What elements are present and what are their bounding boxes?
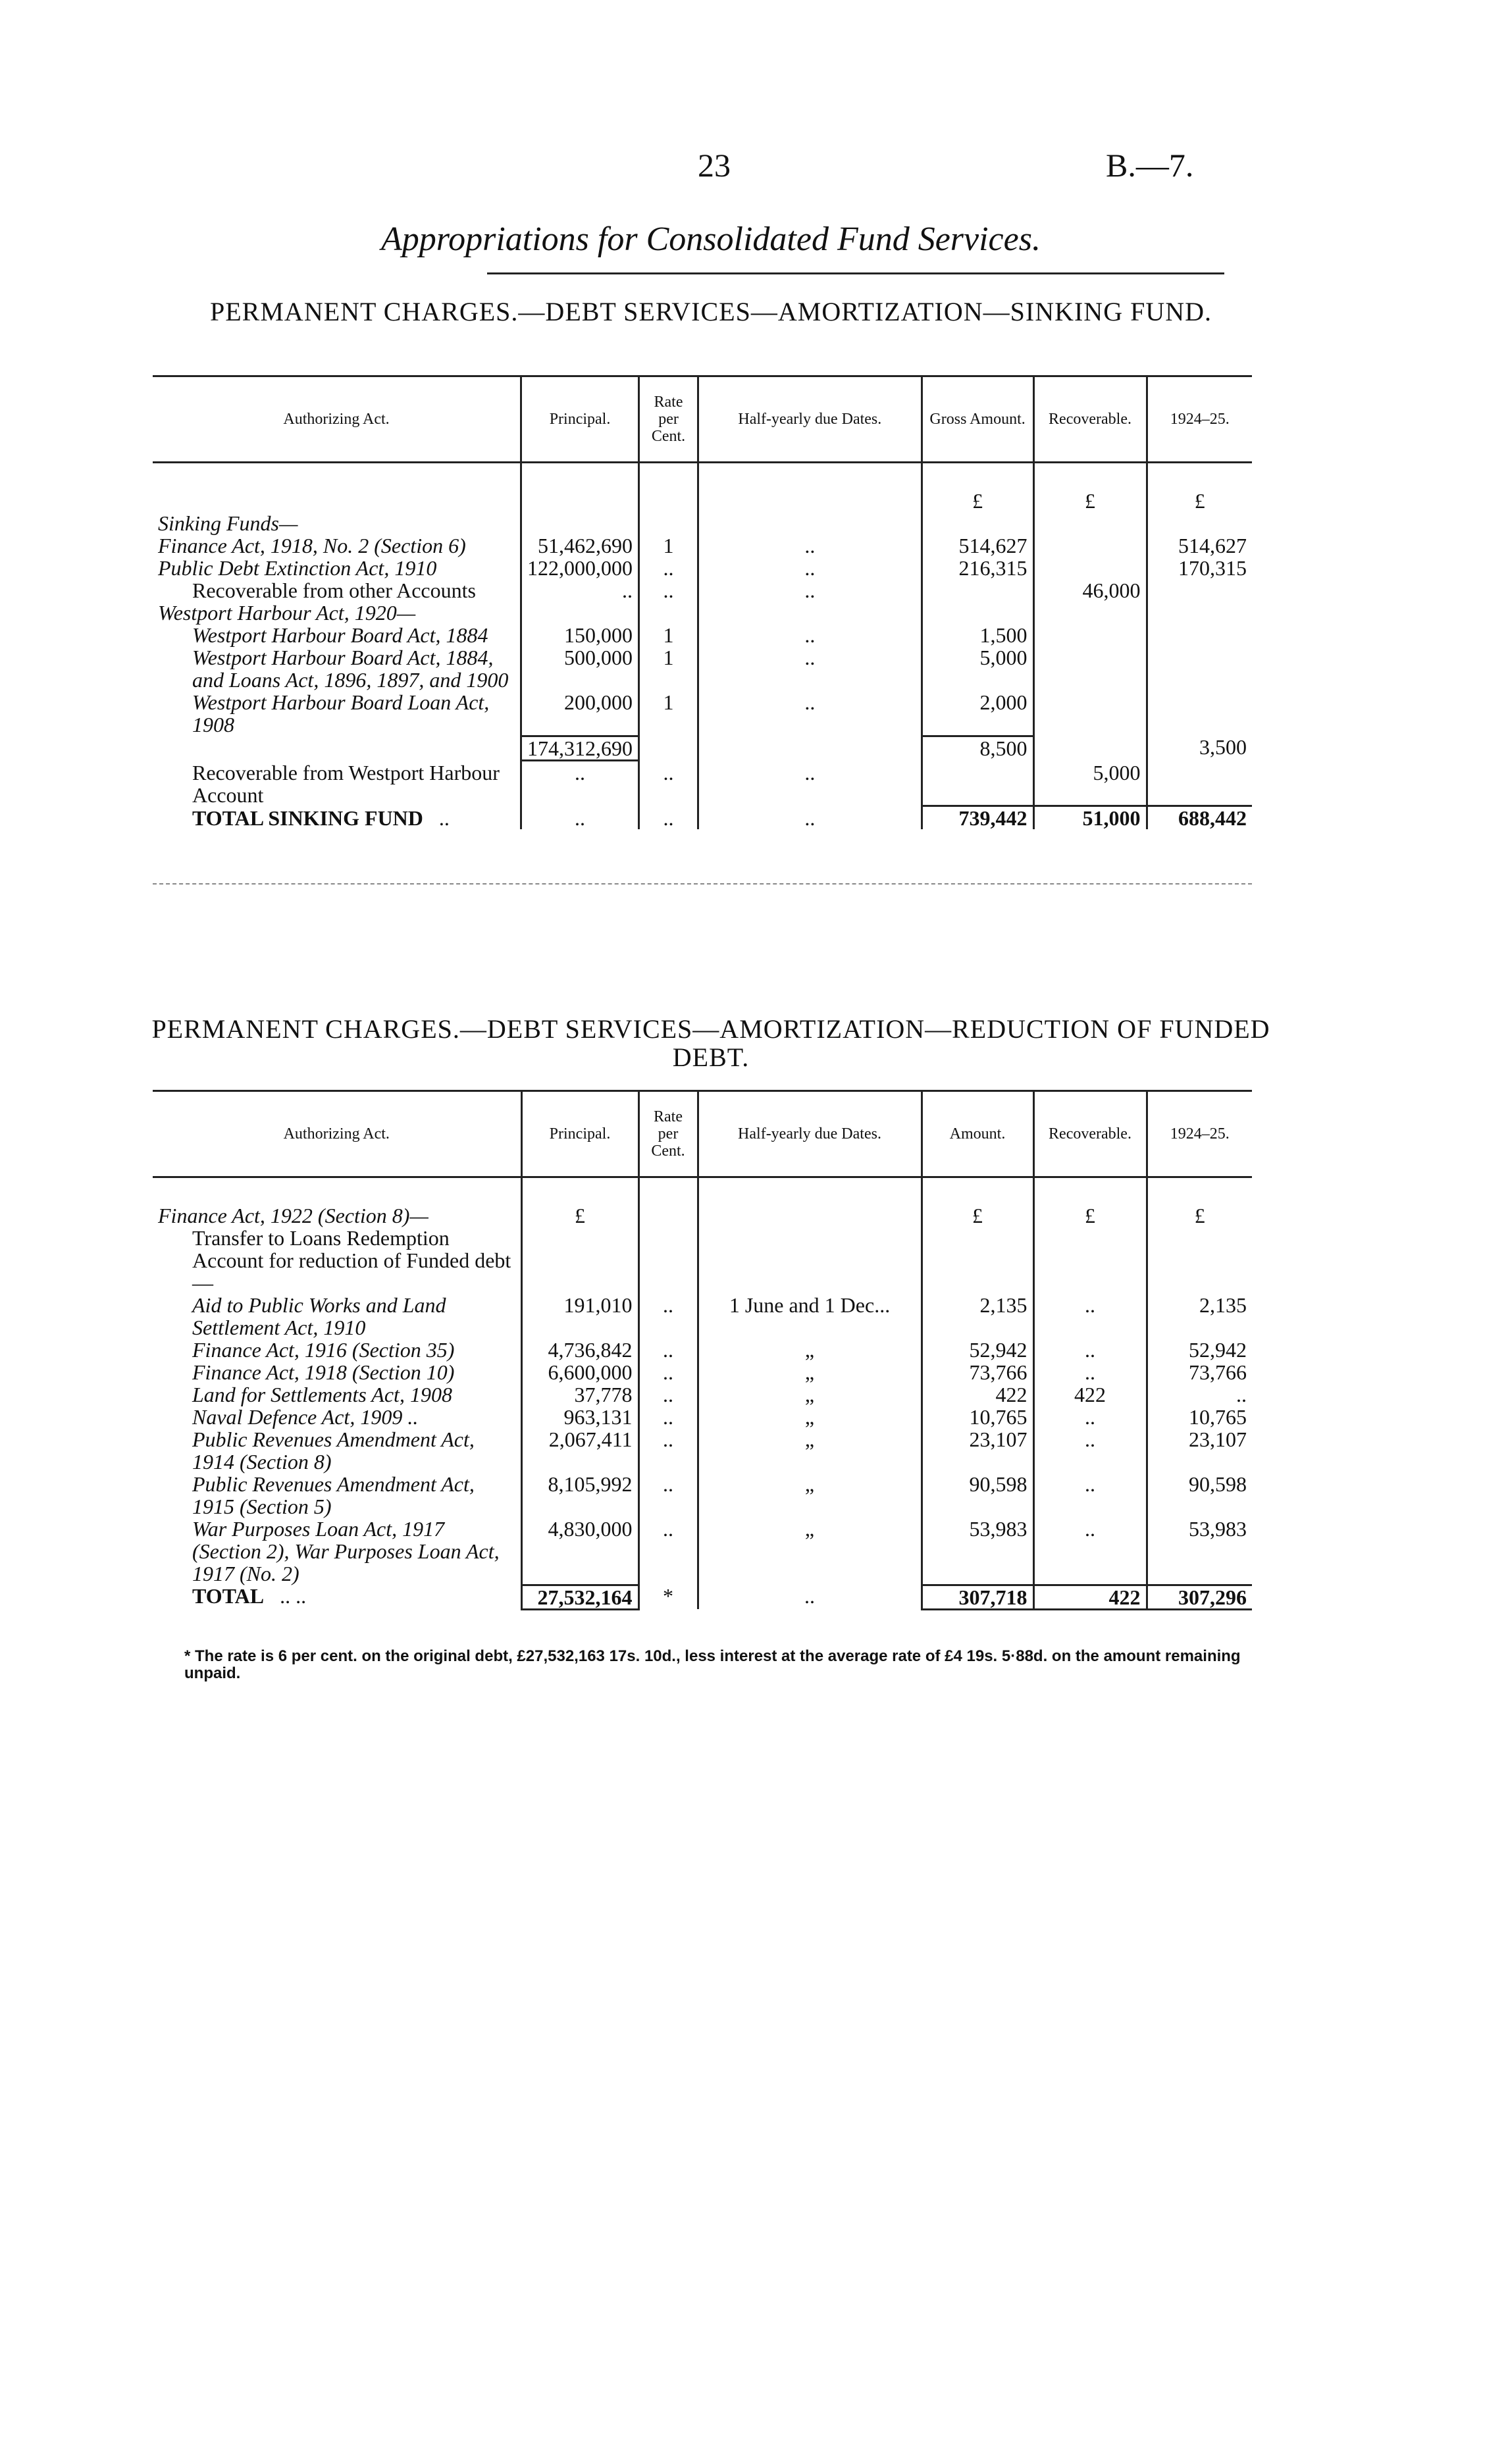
recoverable: 422 <box>1033 1383 1147 1406</box>
table-row <box>153 1204 1252 1227</box>
recoverable: .. <box>1033 1361 1147 1383</box>
table-row <box>153 624 1252 646</box>
rate: .. <box>639 557 698 579</box>
principal: .. <box>521 579 639 602</box>
total-label <box>153 1585 521 1609</box>
due-dates: .. <box>698 691 922 736</box>
currency-symbol: £ <box>1147 1204 1252 1227</box>
year-amount: 52,942 <box>1147 1339 1252 1361</box>
act-name: Sinking Funds— <box>158 511 298 535</box>
year-amount <box>1147 624 1252 646</box>
table-row <box>153 691 1252 736</box>
act-name: Naval Defence Act, 1909 .. <box>192 1405 419 1429</box>
year-amount: 53,983 <box>1147 1518 1252 1585</box>
act-name: Public Debt Extinction Act, 1910 <box>158 556 437 580</box>
due-dates: „ <box>698 1473 922 1518</box>
total-row <box>153 807 1252 829</box>
due-dates: „ <box>698 1361 922 1383</box>
subtotal-dates <box>698 736 922 760</box>
due-dates <box>698 512 922 534</box>
recoverable: .. <box>1033 1339 1147 1361</box>
gross-amount <box>922 761 1033 806</box>
recoverable: .. <box>1033 1518 1147 1585</box>
act-name: Public Revenues Amendment Act, 1914 (Section 8) <box>192 1427 475 1474</box>
recoverable: .. <box>1033 1428 1147 1473</box>
rate: 1 <box>639 691 698 736</box>
total-dates: .. <box>698 1585 922 1609</box>
recoverable <box>1033 646 1147 691</box>
table-row <box>153 602 1252 624</box>
year-amount: 73,766 <box>1147 1361 1252 1383</box>
page-title: Appropriations for Consolidated Fund Services. <box>381 220 1041 258</box>
total-rate: .. <box>639 807 698 829</box>
recoverable <box>1033 624 1147 646</box>
table-row <box>153 512 1252 534</box>
title-rule <box>487 272 1224 274</box>
subtotal-rate <box>639 736 698 760</box>
year-amount: 10,765 <box>1147 1406 1252 1428</box>
gross-amount <box>922 512 1033 534</box>
total-dots: .. <box>438 806 450 830</box>
year-amount: .. <box>1147 1383 1252 1406</box>
table-row <box>153 557 1252 579</box>
currency-symbol: £ <box>1147 490 1252 512</box>
col-gross-amount: Gross Amount. <box>922 376 1033 463</box>
total-principal: 27,532,164 <box>521 1585 638 1609</box>
act-name: Finance Act, 1922 (Section 8)— <box>158 1204 429 1227</box>
table-row <box>153 1518 1252 1585</box>
currency-symbol: £ <box>922 490 1033 512</box>
amount: 10,765 <box>922 1406 1033 1428</box>
due-dates <box>698 1227 922 1294</box>
section-divider <box>153 883 1252 885</box>
table-row <box>153 1339 1252 1361</box>
sinking-fund-body <box>153 490 1252 829</box>
rate: 1 <box>639 534 698 557</box>
act-name: Finance Act, 1918 (Section 10) <box>192 1360 455 1384</box>
gross-amount <box>922 579 1033 602</box>
act-name: Westport Harbour Act, 1920— <box>158 601 416 625</box>
total-recov: 51,000 <box>1033 807 1147 829</box>
due-dates: 1 June and 1 Dec... <box>698 1294 922 1339</box>
rate: .. <box>638 1406 698 1428</box>
gross-amount <box>922 602 1033 624</box>
table-row <box>153 1227 1252 1294</box>
amount: 90,598 <box>922 1473 1033 1518</box>
currency-row <box>153 490 1252 512</box>
due-dates: „ <box>698 1518 922 1585</box>
year-amount <box>1147 691 1252 736</box>
act-name: Westport Harbour Board Act, 1884 <box>192 623 488 647</box>
total-dots: .. .. <box>280 1584 307 1608</box>
rate <box>639 602 698 624</box>
currency-symbol: £ <box>1033 1204 1147 1227</box>
act-name: Finance Act, 1916 (Section 35) <box>192 1338 455 1362</box>
currency-spacer <box>639 490 698 512</box>
col-year: 1924–25. <box>1147 1091 1252 1177</box>
principal: 191,010 <box>521 1294 638 1339</box>
recoverable: 46,000 <box>1033 579 1147 602</box>
principal: 2,067,411 <box>521 1428 638 1473</box>
rate: 1 <box>639 624 698 646</box>
total-label-text: TOTAL <box>192 1584 265 1608</box>
due-dates: .. <box>698 534 922 557</box>
col-recoverable: Recoverable. <box>1033 1091 1147 1177</box>
funded-debt-table <box>153 1090 1252 1610</box>
total-amount: 307,718 <box>922 1585 1033 1609</box>
year-amount <box>1147 512 1252 534</box>
currency-symbol: £ <box>922 1204 1033 1227</box>
gross-amount: 2,000 <box>922 691 1033 736</box>
rate: .. <box>639 761 698 806</box>
year-amount <box>1147 646 1252 691</box>
gross-amount: 1,500 <box>922 624 1033 646</box>
act-name: Westport Harbour Board Act, 1884, and Loans Act, 1896, 1897, and 1900 <box>192 646 509 692</box>
amount: 52,942 <box>922 1339 1033 1361</box>
due-dates <box>698 602 922 624</box>
funded-debt-body <box>153 1204 1252 1609</box>
total-label-text: TOTAL SINKING FUND <box>192 806 423 830</box>
rate: .. <box>638 1383 698 1406</box>
gross-amount: 5,000 <box>922 646 1033 691</box>
table-row <box>153 579 1252 602</box>
col-due-dates: Half-yearly due Dates. <box>698 376 922 463</box>
currency-spacer <box>521 490 639 512</box>
gross-amount: 216,315 <box>922 557 1033 579</box>
total-rate: * <box>638 1585 698 1609</box>
currency-spacer <box>698 490 922 512</box>
table-row <box>153 761 1252 806</box>
gross-amount: 514,627 <box>922 534 1033 557</box>
amount: 422 <box>922 1383 1033 1406</box>
principal: 4,736,842 <box>521 1339 638 1361</box>
principal: 8,105,992 <box>521 1473 638 1518</box>
total-principal: .. <box>521 807 639 829</box>
act-name: Aid to Public Works and Land Settlement Act, 1910 <box>192 1293 446 1339</box>
recoverable <box>1033 691 1147 736</box>
amount <box>922 1227 1033 1294</box>
act-name: Public Revenues Amendment Act, 1915 (Section 5) <box>192 1472 475 1518</box>
total-gross: 739,442 <box>922 807 1033 829</box>
total-year: 307,296 <box>1147 1585 1252 1609</box>
recoverable <box>1033 602 1147 624</box>
table-row <box>153 646 1252 691</box>
principal: 122,000,000 <box>521 557 639 579</box>
principal: 200,000 <box>521 691 639 736</box>
year-amount: 2,135 <box>1147 1294 1252 1339</box>
col-due-dates: Half-yearly due Dates. <box>698 1091 922 1177</box>
subtotal-year: 3,500 <box>1147 736 1252 760</box>
transfer-label: Transfer to Loans Redemption Account for reduction of Funded debt— <box>192 1226 511 1295</box>
due-dates: .. <box>698 579 922 602</box>
year-amount <box>1147 1227 1252 1294</box>
recoverable <box>1033 512 1147 534</box>
act-name: Recoverable from other Accounts <box>192 578 476 602</box>
year-amount <box>1147 761 1252 806</box>
due-dates: „ <box>698 1383 922 1406</box>
act-name: Land for Settlements Act, 1908 <box>192 1383 452 1406</box>
act-name: Finance Act, 1918, No. 2 (Section 6) <box>158 534 466 557</box>
total-label <box>153 807 521 829</box>
table-row <box>153 1473 1252 1518</box>
due-dates: .. <box>698 557 922 579</box>
page-number: 23 <box>698 147 731 184</box>
table-row <box>153 1294 1252 1339</box>
sinking-fund-table <box>153 375 1252 829</box>
footnote: * The rate is 6 per cent. on the original debt, £27,532,163 17s. 10d., less interest at the average rate of £4 19s. 5·88d. on the amount remaining unpaid. <box>184 1647 1241 1682</box>
recoverable: 5,000 <box>1033 761 1147 806</box>
recoverable: .. <box>1033 1406 1147 1428</box>
principal: 963,131 <box>521 1406 638 1428</box>
total-dates: .. <box>698 807 922 829</box>
due-dates: „ <box>698 1406 922 1428</box>
total-row <box>153 1585 1252 1609</box>
year-amount: 90,598 <box>1147 1473 1252 1518</box>
currency-symbol: £ <box>521 1204 638 1227</box>
principal <box>521 512 639 534</box>
amount: 23,107 <box>922 1428 1033 1473</box>
table-row <box>153 1383 1252 1406</box>
subtotal-recov <box>1033 736 1147 760</box>
subtotal-label <box>153 736 521 760</box>
recoverable <box>1033 1227 1147 1294</box>
rate <box>638 1227 698 1294</box>
table-header <box>153 376 1252 463</box>
amount: 53,983 <box>922 1518 1033 1585</box>
rate: .. <box>639 579 698 602</box>
due-dates: .. <box>698 761 922 806</box>
principal: 500,000 <box>521 646 639 691</box>
recoverable: .. <box>1033 1294 1147 1339</box>
principal: 51,462,690 <box>521 534 639 557</box>
principal: 150,000 <box>521 624 639 646</box>
rate <box>639 512 698 534</box>
section1-title: PERMANENT CHARGES.—DEBT SERVICES—AMORTIZATION—SINKING FUND. <box>210 297 1212 326</box>
rate: .. <box>638 1518 698 1585</box>
due-dates: .. <box>698 646 922 691</box>
recoverable <box>1033 557 1147 579</box>
principal: 37,778 <box>521 1383 638 1406</box>
currency-symbol: £ <box>1033 490 1147 512</box>
principal <box>521 1227 638 1294</box>
due-dates: „ <box>698 1428 922 1473</box>
table-row <box>153 534 1252 557</box>
due-dates <box>698 1204 922 1227</box>
document-reference: B.—7. <box>1106 147 1194 184</box>
rate: .. <box>638 1428 698 1473</box>
total-year: 688,442 <box>1147 807 1252 829</box>
currency-spacer <box>153 490 521 512</box>
total-recov: 422 <box>1033 1585 1147 1609</box>
col-principal: Principal. <box>521 1091 638 1177</box>
year-amount <box>1147 579 1252 602</box>
rate <box>638 1204 698 1227</box>
subtotal-principal: 174,312,690 <box>521 736 639 760</box>
principal: 6,600,000 <box>521 1361 638 1383</box>
year-amount: 170,315 <box>1147 557 1252 579</box>
table-row <box>153 1361 1252 1383</box>
amount: 73,766 <box>922 1361 1033 1383</box>
rate: .. <box>638 1361 698 1383</box>
table-row <box>153 1406 1252 1428</box>
subtotal-row <box>153 736 1252 760</box>
due-dates: .. <box>698 624 922 646</box>
table-header <box>153 1091 1252 1177</box>
col-year: 1924–25. <box>1147 376 1252 463</box>
recoverable <box>1033 534 1147 557</box>
amount: 2,135 <box>922 1294 1033 1339</box>
year-amount: 514,627 <box>1147 534 1252 557</box>
col-authorizing-act: Authorizing Act. <box>153 1091 521 1177</box>
recoverable: .. <box>1033 1473 1147 1518</box>
col-authorizing-act: Authorizing Act. <box>153 376 521 463</box>
col-principal: Principal. <box>521 376 639 463</box>
col-amount: Amount. <box>922 1091 1033 1177</box>
act-name: War Purposes Loan Act, 1917 (Section 2), War Purposes Loan Act, 1917 (No. 2) <box>192 1517 500 1585</box>
year-amount: 23,107 <box>1147 1428 1252 1473</box>
act-name: Westport Harbour Board Loan Act, 1908 <box>192 690 490 736</box>
col-rate: Rate per Cent. <box>638 1091 698 1177</box>
col-recoverable: Recoverable. <box>1033 376 1147 463</box>
col-rate: Rate per Cent. <box>639 376 698 463</box>
rate: 1 <box>639 646 698 691</box>
due-dates: „ <box>698 1339 922 1361</box>
principal <box>521 602 639 624</box>
subtotal-gross: 8,500 <box>922 736 1033 760</box>
table-row <box>153 1428 1252 1473</box>
principal: .. <box>521 761 639 806</box>
rate: .. <box>638 1473 698 1518</box>
year-amount <box>1147 602 1252 624</box>
rate: .. <box>638 1294 698 1339</box>
act-name: Recoverable from Westport Harbour Account <box>192 760 500 807</box>
principal: 4,830,000 <box>521 1518 638 1585</box>
rate: .. <box>638 1339 698 1361</box>
section2-title: PERMANENT CHARGES.—DEBT SERVICES—AMORTIZATION—REDUCTION OF FUNDED DEBT. <box>151 1014 1270 1072</box>
